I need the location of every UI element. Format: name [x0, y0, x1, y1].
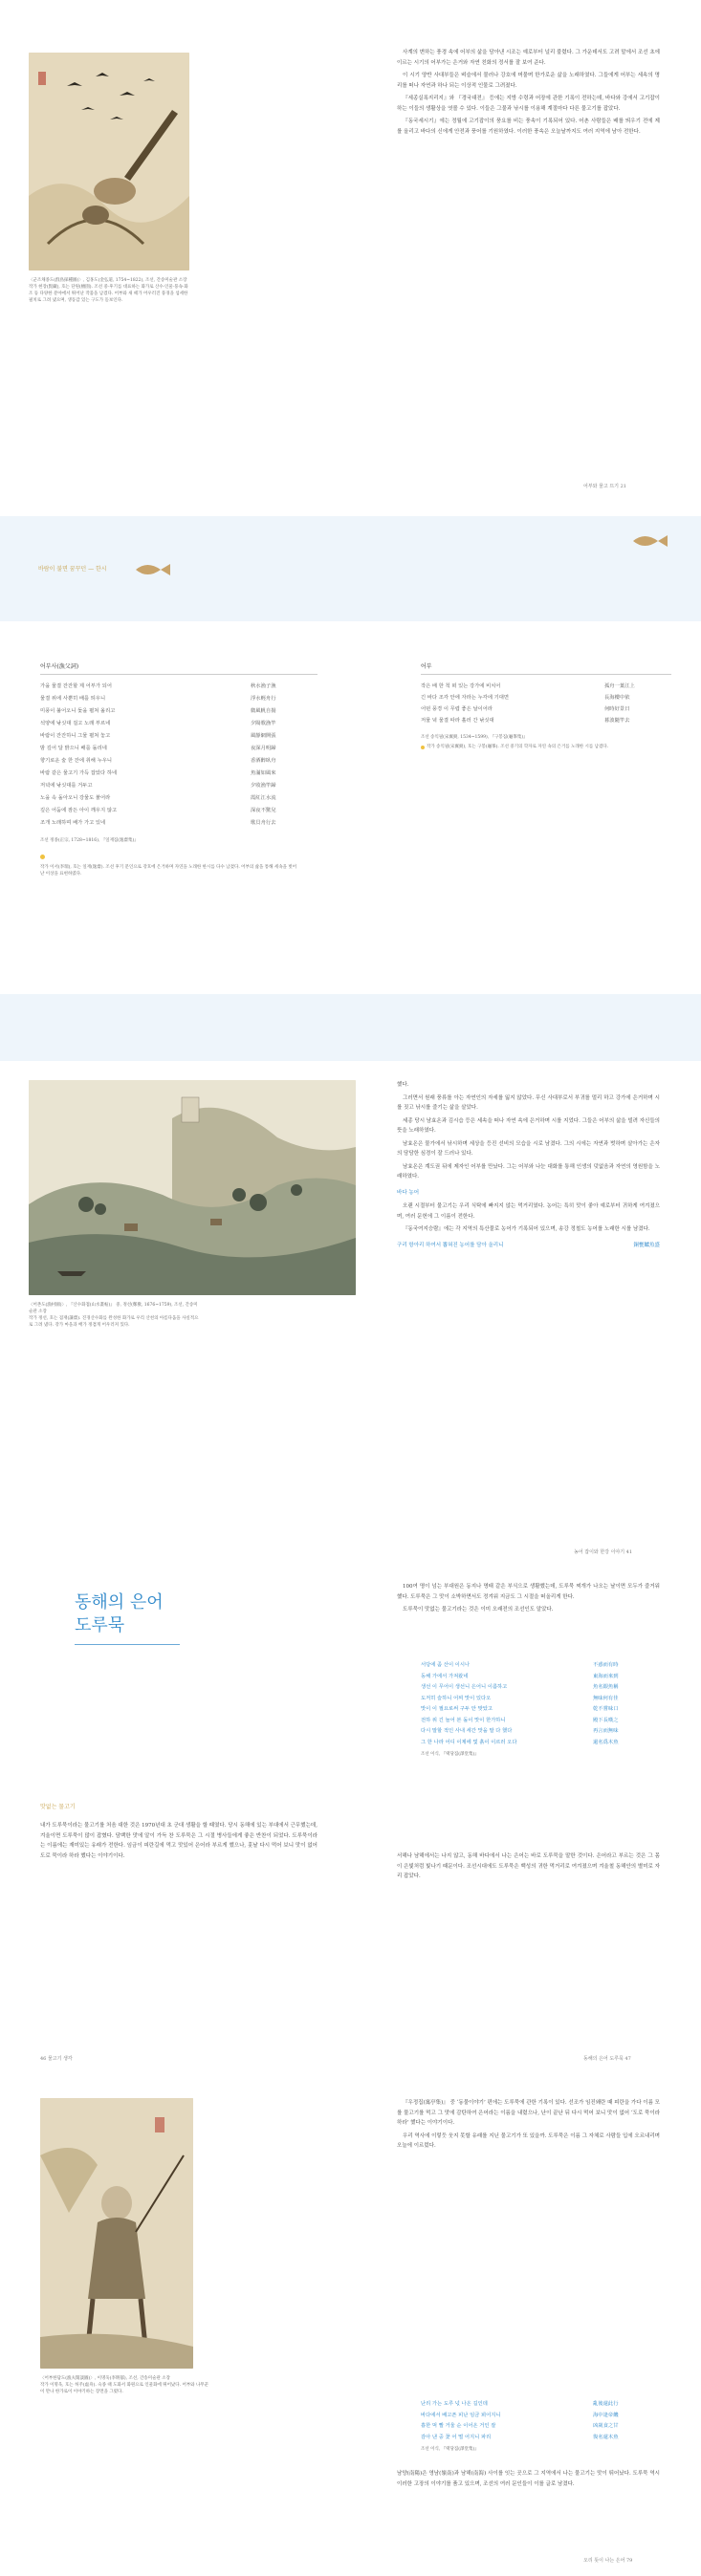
divider: [40, 674, 318, 675]
poem-line-hanja: 夜深月明歸: [251, 746, 276, 751]
divider: [421, 674, 671, 675]
paragraph: 그러면서 원래 풍류를 아는 자연인의 자세를 잃지 않았다. 무신 사대부로서 부귀를 멀리 하고 강가에 은거하며 시를 짓고 낚시를 즐기는 삶을 살았다.: [397, 1094, 660, 1111]
poem-line-hanja: 風靜網開張: [251, 733, 276, 739]
poem-line-korean: 서당에 좀 산이 이시나: [421, 1662, 471, 1668]
poem-line-hanja: 東海而來到: [593, 1673, 619, 1679]
painting-village-landscape: [29, 1080, 356, 1295]
poem-line-korean: 미풍이 불어오니 돛을 펼쳐 올리고: [40, 708, 116, 714]
chapter-title: [75, 1591, 164, 1637]
folio-right: 어부와 물고 뜨기 21: [583, 484, 626, 489]
poem-line-hanja: 香酒醉臥舟: [251, 758, 276, 764]
paragraph: 이 시기 양반 사대부들은 벼슬에서 물러나 강호에 머물며 한가로운 삶을 노래하였다. 그들에게 어부는 세속의 명리를 떠나 자연과 하나 되는 이상적 인물로 그려졌다.: [397, 73, 660, 89]
poem-line-hanja: 海中逢帝饑: [593, 2412, 619, 2418]
painting-fisherman-figure: [40, 2098, 193, 2369]
note-marker: [421, 746, 425, 749]
poem-left-list: [40, 681, 318, 830]
poem-title-left: 어부사(漁父詞): [40, 663, 79, 670]
spread-4: [0, 1563, 701, 2079]
poem-line-hanja: 微風帆自揚: [251, 708, 276, 714]
paragraph: 도루묵이 맛없는 물고기라는 것은 이미 오래전의 조선인도 알았다.: [403, 1607, 554, 1613]
poem-line-hanja: 歌貝舟行去: [251, 820, 276, 826]
poem-line: [421, 1694, 660, 1705]
poem-line: [421, 1716, 660, 1727]
poem-block: [421, 1660, 660, 1758]
poem-line: [421, 1738, 660, 1749]
poem-line: [421, 1672, 660, 1683]
painting-fisherman-figure-image: [40, 2098, 193, 2369]
spread-3: [0, 1061, 701, 1563]
poem-left-source: 조선 정종(正宗, 1728~1816), 『일재집(逸齋集)』: [40, 838, 139, 843]
chapter-title-line2: 도루묵: [75, 1615, 125, 1635]
chapter-title-line1: 동해의 은어: [75, 1592, 164, 1613]
poem-line-hanja: 孤舟一葉江上: [604, 683, 635, 689]
poem-line: [421, 2433, 660, 2444]
poem-line: [40, 705, 318, 718]
poem-title-right: 어부: [421, 663, 432, 670]
poem-line-korean: 작은 배 한 척 떠 있는 강가에 비치어: [421, 683, 501, 689]
poem-right-note: 작가 송익필(宋翼弼), 호는 구봉(龜峯). 조선 중기의 학자로 자연 속의 은거를 노래한 시를 남겼다.: [427, 745, 609, 749]
poem-line: [40, 780, 318, 792]
poem-line-korean: 물결 위에 사뿐히 배를 띄우니: [40, 696, 106, 702]
painting-caption: 〈어촌도(漁村圖)〉, 『산수화첩(山水畫帖)』 중, 정선(鄭敾, 1676~1759), 조선, 간송미술관 소장 작가 정선, 호는 겸재(謙齋). 진경산수화를 완성한 화가로 우리 산천의 아름다움을 사실적으로 그려 냈다. 강가 마을과 배가 정겹게 어우러져 있다.: [29, 1303, 199, 1328]
poem-line-hanja: 秋水漁子漁: [251, 683, 276, 689]
spread5-right-text: [397, 2098, 660, 2154]
poem-line: [40, 768, 318, 780]
spread4-left-text: 내가 도루묵이라는 물고기를 처음 대한 것은 1970년대 초 군대 생활을 할 때였다. 당시 동해에 있는 부대에서 근무했는데, 겨울이면 도루묵이 많이 잡혔다. 담백한 맛에 알이 가득 찬 도루묵은 그 시절 병사들에게 좋은 반찬이 되었다. 도루묵이라는 이름에는 재미있는 유래가 전한다. 임금이 피란길에 먹고 맛있어 은어라 부르게 했으나, 훗날 다시 먹어 보니 맛이 없어 도로 묵이라 하라 했다는 이야기이다.: [40, 1823, 318, 1859]
poem-line: [40, 681, 318, 693]
folio-left: 46 물고기 생각: [40, 2056, 73, 2062]
poem-line-korean: 조개 노래하며 배가 가고 있네: [40, 820, 106, 826]
poem-line-korean: 난리 가는 도루 넋 나온 길인데: [421, 2401, 488, 2407]
poem-left-lines: [40, 681, 318, 830]
poem-line-korean: 바다에서 배고픈 피난 임금 뵈어지니: [421, 2412, 501, 2418]
chapter-band-1: [0, 516, 701, 621]
poem-line-hanja: 殿下長嘆之: [593, 1717, 619, 1723]
poem-line-korean: 맛이 이 필요로써 구두 안 맞았고: [421, 1706, 493, 1712]
poem-line: [421, 681, 671, 692]
paragraph: 『우정집(寓亭集)』 중 ‘동물이야기’ 편에는 도루묵에 관한 기록이 있다. 선조가 임진왜란 때 피란을 가다 이름 모를 물고기를 먹고 그 맛에 감탄하여 은어라는 이름을 내렸으나, 난이 끝난 뒤 다시 먹어 보니 맛이 없어 ‘도로 묵이라 하라’ 했다는 이야기이다.: [397, 2100, 660, 2126]
poem-line: [421, 1704, 660, 1716]
poem-line-hanja: 魚滿如風來: [251, 770, 276, 776]
quote-hanja: 銅甕鱸魚盛: [633, 1242, 660, 1248]
note-marker: [40, 855, 45, 859]
fish-icon: [134, 560, 172, 579]
folio-right: 동해의 은어 도루묵 47: [583, 2056, 631, 2062]
poem-left-note: 작가 이서(李瑞), 호는 일재(逸齋). 조선 후기 문인으로 강호에 은거하며 자연을 노래한 한시를 다수 남겼다. 어부의 삶을 통해 세속을 벗어난 이상을 표현하였다.: [40, 865, 297, 877]
poem-line-korean: 도저히 슬하니 어찌 맛이 있다오: [421, 1695, 492, 1701]
paragraph: 남효온은 물가에서 낚시하며 세상을 등진 선비의 모습을 시로 남겼다. 그의 시에는 자연과 벗하며 살아가는 은자의 담담한 심경이 잘 드러나 있다.: [397, 1140, 660, 1157]
poem-line-hanja: 夕陽歌漁竿: [251, 721, 276, 726]
sub-heading: 맛없는 물고기: [40, 1804, 76, 1810]
painting-birds-fisherman-image: [29, 53, 189, 271]
poem-right-list: [421, 681, 671, 726]
poem-line: [40, 718, 318, 730]
poem-line-korean: 깊은 어둠에 잠든 아이 깨우지 않고: [40, 808, 118, 813]
band-label: 바람이 불면 꿈꾸던 — 한시: [38, 566, 107, 573]
spread1-right-text: [397, 48, 660, 140]
poem-line-korean: 그 한 나라 어디 이제에 빛 흙이 이르러 오다: [421, 1739, 517, 1745]
spread4-right-after: 서해나 남해에서는 나지 않고, 동해 바다에서 나는 은어는 바로 도루묵을 말한 것이다. 은어라고 부르는 것은 그 몸이 은빛처럼 빛나기 때문이다. 조선시대에도 도루묵은 백성의 귀한 먹거리로 여겨졌으며 겨울철 동해안의 별미로 자리 잡았다.: [397, 1853, 660, 1879]
poem-block: [421, 2399, 660, 2453]
spread5-right-after: 남양(南陽)은 영남(嶺南)과 남해(南海) 사이를 잇는 곳으로 그 지역에서 나는 물고기는 맛이 뛰어났다. 도루묵 역시 이러한 고장의 이야기를 품고 있으며, 조선의 여러 문인들이 이를 글로 남겼다.: [397, 2471, 660, 2487]
paragraph: 『동국세시기』에는 정월에 고기잡이의 풍요를 비는 풍속이 기록되어 있다. 어촌 사람들은 배를 띄우기 전에 제를 올리고 바다의 신에게 안전과 풍어를 기원하였다. 이러한 풍속은 오늘날까지도 여러 지역에 남아 전한다.: [397, 119, 660, 135]
poem-line: [421, 1682, 660, 1694]
painting-birds-fisherman: [29, 53, 189, 271]
poem-line: [40, 730, 318, 743]
poem-line-korean: 다시 말할 적인 사내 세간 맛을 말 다 했다: [421, 1728, 513, 1734]
spread-2: [0, 621, 701, 994]
poem-line-hanja: 深夜不驚兒: [251, 808, 276, 813]
spread-5: [0, 2079, 701, 2576]
poem-line-korean: 어떤 풍경 이 무렵 좋은 날이어라: [421, 706, 493, 712]
poem-line: [421, 2421, 660, 2433]
poem-line-korean: 저녁에 낚싯대를 거두고: [40, 783, 93, 789]
poem-line: [40, 755, 318, 768]
poem-line-hanja: 浮水輕舟行: [251, 696, 276, 702]
poem-line-korean: 동해 가에서 가져왔네: [421, 1673, 469, 1679]
poem-source: 조선 이식, 『택당집(澤堂集)』: [421, 2447, 479, 2452]
poem-line-hanja: 亂後還此行: [593, 2401, 619, 2407]
poem-line-korean: 노을 속 돌아오니 강물도 붉어라: [40, 795, 111, 801]
poem-line-hanja: 還名爲木魚: [593, 1739, 619, 1745]
poem-line-korean: 향기로운 술 한 잔에 취해 누우니: [40, 758, 112, 764]
poem-line: [40, 792, 318, 805]
poem-line-korean: 긴 바다 조각 안에 자라는 누각에 기대면: [421, 695, 509, 701]
poem-line-hanja: 復名還木魚: [593, 2434, 619, 2440]
paragraph: 했다.: [397, 1082, 409, 1088]
poem-line: [421, 715, 671, 726]
poem-source: 조선 이식, 『택당집(澤堂集)』: [421, 1752, 479, 1757]
poem-line-korean: 바람이 잔잔하니 그물 펼쳐 놓고: [40, 733, 111, 739]
poem-line-korean: 밤 깊어 달 밝으니 배를 돌리네: [40, 746, 107, 751]
folio-right: 오리 뜻이 나는 은어 79: [583, 2558, 633, 2564]
poem-line-korean: 생선 이 무어이 생선니 은어니 이름하고: [421, 1684, 508, 1690]
poem-list: [421, 2399, 660, 2443]
poem-line: [421, 704, 671, 715]
title-underline: [75, 1644, 180, 1645]
paragraph: 오랜 시절부터 물고기는 우리 식탁에 빠지지 않는 먹거리였다. 농어는 특히 맛이 좋아 예로부터 귀하게 여겨졌으며, 여러 문헌에 그 이름이 전한다.: [397, 1203, 660, 1220]
paragraph: 100여 명이 넘는 부대원은 동지나 명태 같은 부식으로 생활했는데, 도루묵 찌개가 나오는 날이면 모두가 즐거워했다. 도루묵은 그 맛이 소박하면서도 정겨워 지금도 그 시절을 떠올리게 한다.: [397, 1584, 660, 1600]
paragraph: 사계의 변하는 풍경 속에 어부의 삶을 담아낸 시조는 예로부터 널리 불렸다. 그 가운데서도 고려 말에서 조선 초에 이르는 시기의 어부가는 은거와 자연 친화의 정서를 잘 보여 준다.: [397, 50, 660, 66]
poem-line-hanja: 霞紅江水流: [251, 795, 276, 801]
poem-line: [40, 817, 318, 830]
poem-line-korean: 바람 같은 물고기 가득 잡았다 하네: [40, 770, 118, 776]
spread-1: [0, 0, 701, 516]
poem-line-korean: 가을 물결 잔잔할 제 어부가 되어: [40, 683, 112, 689]
painting-caption: 〈군조채종도(群鳥採種圖)〉, 김홍도(金弘道, 1754~1822), 조선, 간송미술관 소장 작가 현장(賢藏), 호는 단원(檀園). 조선 중·후기를 대표하는 화가로 산수·인물·풍속·화조 등 다양한 분야에서 뛰어난 작품을 남겼다. 어부와 새 떼가 어우러진 풍경을 섬세한 필치로 그려 냈으며, 생동감 있는 구도가 돋보인다.: [29, 278, 188, 303]
poem-line-korean: 감아 낸 중 꽃 어 떨 어지니 파리: [421, 2434, 492, 2440]
fish-icon: [631, 531, 669, 551]
spread4-right-text: [397, 1582, 660, 1618]
paragraph: 『동국여지승람』에는 각 지역의 특산물로 농어가 기록되어 있으며, 송강 정철도 농어를 노래한 시를 남겼다.: [403, 1226, 650, 1232]
poem-right-lines: [421, 681, 671, 726]
poem-line: [40, 805, 318, 817]
folio-right: 농어 잡이와 한강 이야기 41: [574, 1549, 633, 1555]
subhead: 바다 농어: [397, 1189, 420, 1196]
paragraph: 『세종실록지리지』와 『경국대전』 등에는 지방 수령과 어장에 관한 기록이 전하는데, 바다와 강에서 고기잡이하는 이들의 생활상을 엿볼 수 있다. 이들은 그물과 낚시를 이용해 계절마다 다른 물고기를 잡았다.: [397, 96, 660, 112]
poem-line: [421, 2399, 660, 2411]
poem-line-hanja: 不惑而有時: [593, 1662, 619, 1668]
poem-line: [421, 2411, 660, 2422]
poem-line-hanja: 夕收漁竿歸: [251, 783, 276, 789]
painting-caption: 〈어부한담도(漁夫閑談圖)〉, 이명욱(李明郁), 조선, 간송미술관 소장 작가 이명욱, 호는 허주(虛舟). 숙종 때 도화서 화원으로 인물화에 뛰어났다. 어부와 나무꾼이 만나 한가로이 이야기하는 장면을 그렸다.: [40, 2376, 208, 2394]
paragraph: 세종 당시 남효온과 김시습 등은 세속을 떠나 자연 속에 은거하며 시를 지었다. 그들은 어부의 삶을 빌려 자신들의 뜻을 노래하였다.: [397, 1117, 660, 1134]
poem-line: [40, 693, 318, 705]
poem-line-hanja: 無味何有佳: [593, 1695, 619, 1701]
poem-line-korean: 저물 녘 물결 따라 흘러 간 낚싯대: [421, 718, 494, 724]
poem-line: [421, 1660, 660, 1672]
quote-row: [397, 1241, 660, 1251]
poem-line-korean: 흉한 먹 빨 거울 순 이어온 거인 잘: [421, 2423, 496, 2429]
poem-line-hanja: 暮波隨竿去: [604, 718, 630, 724]
poem-list: [421, 1660, 660, 1748]
poem-line: [421, 692, 671, 704]
chapter-band-2: [0, 994, 701, 1061]
poem-line: [40, 743, 318, 755]
poem-line-hanja: 乾不嘗味口: [593, 1706, 619, 1712]
painting-village-landscape-image: [29, 1080, 356, 1295]
poem-line-korean: 석양에 낚싯대 걸고 노래 부르네: [40, 721, 111, 726]
quote-korean: 구리 항아리 하여서 뽑혀진 농어를 담아 올리니: [397, 1242, 504, 1248]
poem-line-hanja: 魚名銀魚稱: [593, 1684, 619, 1690]
poem-line-korean: 전하 위 긴 늘어 본 돌이 맛이 한가하니: [421, 1717, 506, 1723]
spread3-right-text: [397, 1080, 660, 1250]
paragraph: 남효온은 계도권 뒤에 제자인 어부를 만났다. 그는 어부와 나눈 대화를 통해 인생의 덧없음과 자연의 영원함을 노래하였다.: [397, 1163, 660, 1180]
poem-line-hanja: 何時好景日: [604, 706, 630, 712]
poem-line-hanja: 凶歲食之甘: [593, 2423, 619, 2429]
paragraph: 우리 역사에 이렇듯 웃지 못할 유래를 지닌 물고기가 또 있을까. 도루묵은 이름 그 자체로 사람들 입에 오르내리며 오늘에 이르렀다.: [397, 2132, 660, 2149]
poem-line-hanja: 再言而無味: [593, 1728, 619, 1734]
poem-right-source: 조선 송익필(宋翼弼, 1534~1599), 『구봉집(龜峯集)』: [421, 735, 528, 740]
poem-line: [421, 1726, 660, 1738]
poem-line-hanja: 長海樓中依: [604, 695, 630, 701]
